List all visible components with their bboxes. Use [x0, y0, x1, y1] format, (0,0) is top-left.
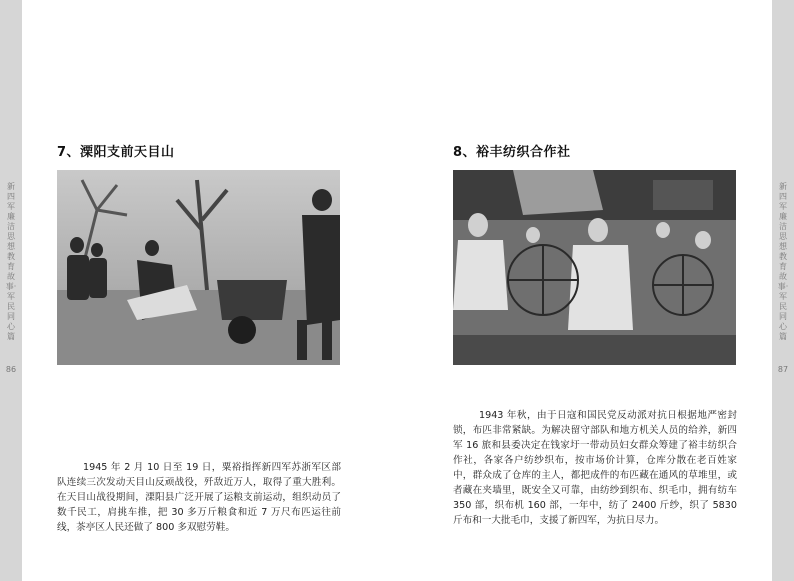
right-paragraph-text: 1943 年秋，由于日寇和国民党反动派对抗日根据地严密封锁，布匹非常紧缺。为解决留守部队和地方机关人员的给养，新四军 16 旅和县委决定在钱家圩一带动员妇女群众筹建了裕丰纺织合作社，各家各户纺纱织布，按市场价计算，仓库分散在老百姓家中，群众成了仓库的主人，都把成件的布匹藏在通风的草堆里，或者藏在夹墙里，既安全又可靠，由纺纱到织布、织毛巾，拥有纺车 350 部，织布机 160 部，一年中，纺了 2400 斤纱，织了 5830 斤布和一大批毛巾，支援了新四军，为抗日尽力。: [453, 410, 737, 526]
left-photo: [57, 170, 340, 365]
left-side-label: 新四军廉洁思想教育故事·军民同心篇: [5, 182, 17, 341]
left-page-number: 86: [5, 365, 17, 374]
left-paragraph-text: 1945 年 2 月 10 日至 19 日，粟裕指挥新四军苏浙军区部队连续三次发动天目山反顽战役，歼敌近万人，取得了重大胜利。在天目山战役期间，溧阳县广泛开展了运粮支前运动，组织动员了数千民工，肩挑车推，把 30 多万斤粮食和近 7 万尺布匹运往前线，茶亭区人民还做了 800 多双慰劳鞋。: [57, 462, 341, 533]
right-page-number: 87: [777, 365, 789, 374]
porters-carrying-supplies-image: [57, 170, 340, 365]
right-page-title: 8、裕丰纺织合作社: [453, 145, 571, 160]
right-page-paragraph: [453, 408, 737, 528]
women-spinning-yarn-image: [453, 170, 736, 365]
right-photo: [453, 170, 736, 365]
left-page-title: 7、溧阳支前天目山: [57, 145, 175, 160]
right-side-label: 新四军廉洁思想教育故事·军民同心篇: [777, 182, 789, 341]
left-page-paragraph: [57, 460, 341, 535]
